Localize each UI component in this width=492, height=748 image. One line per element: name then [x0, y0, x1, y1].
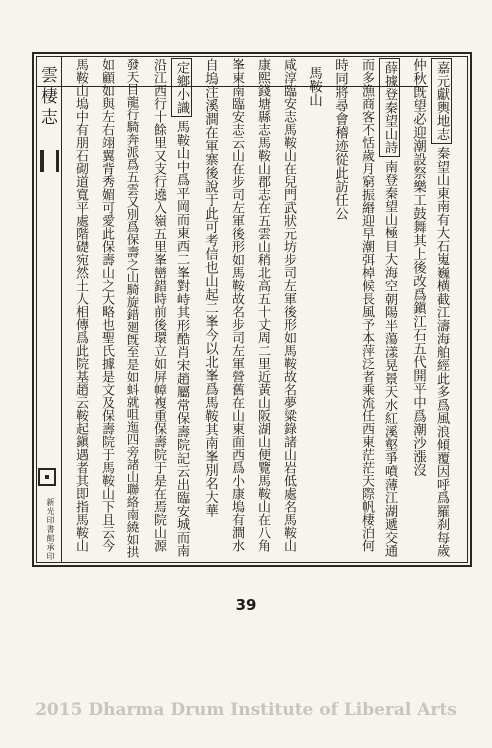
fold-divider-mark [56, 150, 59, 172]
column-text: 如顧如與左右翊翼背秀媚可愛此保壽山之大略也聖氏據是文及保壽院于馬鞍山下且云今 [99, 58, 114, 552]
column-text: 仲秋旣望必迎潮設祭樂工鼓舞其上後改爲鎭江石五代開平中爲潮沙漲沒 [410, 58, 426, 477]
column-text: 自塢注溪澗在軍寨後說于此可考信也山起二峯今以北峯爲馬鞍其南峯別名大華 [202, 58, 218, 517]
publisher-imprint: 新光印書館承印 [46, 498, 55, 561]
text-column [378, 58, 400, 557]
text-column [326, 58, 348, 220]
page-number: 39 [235, 596, 257, 614]
text-column [170, 58, 192, 557]
text-column [118, 58, 140, 558]
text-column [222, 58, 244, 552]
column-text: 而多漁商客不恬歲月窮振緡迎早潮弭棹候長風予本萍泛者乘流任西東茫茫天際帆棲泊何 [359, 58, 374, 552]
column-text: 時同將尋會稽迹從此訪任公 [332, 58, 348, 220]
column-text: 馬鞍山中爲平岡而東西二峯對峙其形酷肖宋趙屬常保壽院記云出臨安城而南 [174, 120, 189, 558]
column-text: 康熙錢塘縣志馬鞍山郡志在五雲山稍北高五十丈周二里近黃山阪湖山便覽馬鞍山在八角 [255, 58, 270, 552]
fold-divider-mark [40, 150, 44, 172]
text-column [196, 58, 218, 517]
column-text: 發天目龍行騎奔派爲五雲又別爲保壽之山騎旋錯廻旣至是如蚪就咀迤四旁諸山聯絡南繞如拱 [125, 58, 140, 558]
text-column [430, 58, 452, 557]
column-text: 馬鞍山 [306, 66, 322, 107]
text-column [274, 58, 296, 552]
text-column [404, 58, 426, 477]
text-column [144, 58, 166, 552]
source-heading: 嘉元獻輿地志 [431, 58, 452, 144]
watermark: 2015 Dharma Drum Institute of Liberal Arts [35, 700, 457, 720]
column-text: 峯東南臨安志云山在步司左軍後形如馬鞍故名步司左軍營舊在山東面西爲小康塢有澗水 [229, 58, 244, 552]
column-text: 南登秦望山極目大海空朝陽半蕩漾晃㬌天水紅溪壑爭噴薄江湖遞交通 [382, 159, 397, 558]
source-heading: 定鄉小識 [171, 58, 192, 117]
column-text: 馬鞍山塢中有朋石砌道寬平處階礎宛然土人相傳爲此院基趙云鞍起鎭遇者其即指馬鞍山 [73, 58, 88, 552]
text-column [92, 58, 114, 552]
fish-tail-mark [38, 468, 56, 486]
column-text: 沿江西行十餘里又支行遶入嶺五里峯巒錯時前後環立如屏幛複重保壽院于是在焉院山源 [151, 58, 166, 552]
text-column [66, 58, 88, 552]
book-title: 雲棲志 [37, 66, 57, 129]
source-heading: 薛據登秦望山詩 [379, 58, 400, 157]
column-text: 秦望山東南有大石嵬巍横截江濤海舶經此多爲風浪傾覆因呼爲羅刹每歲 [434, 146, 449, 558]
text-column [352, 58, 374, 552]
section-heading [300, 66, 322, 107]
fold-column [36, 56, 62, 563]
column-text: 咸淳臨安志馬鞍山在兒門武狀元坊步司左軍後形如馬鞍故名夢粱錄諸山岩低處名馬鞍山 [281, 58, 296, 552]
text-column [248, 58, 270, 552]
